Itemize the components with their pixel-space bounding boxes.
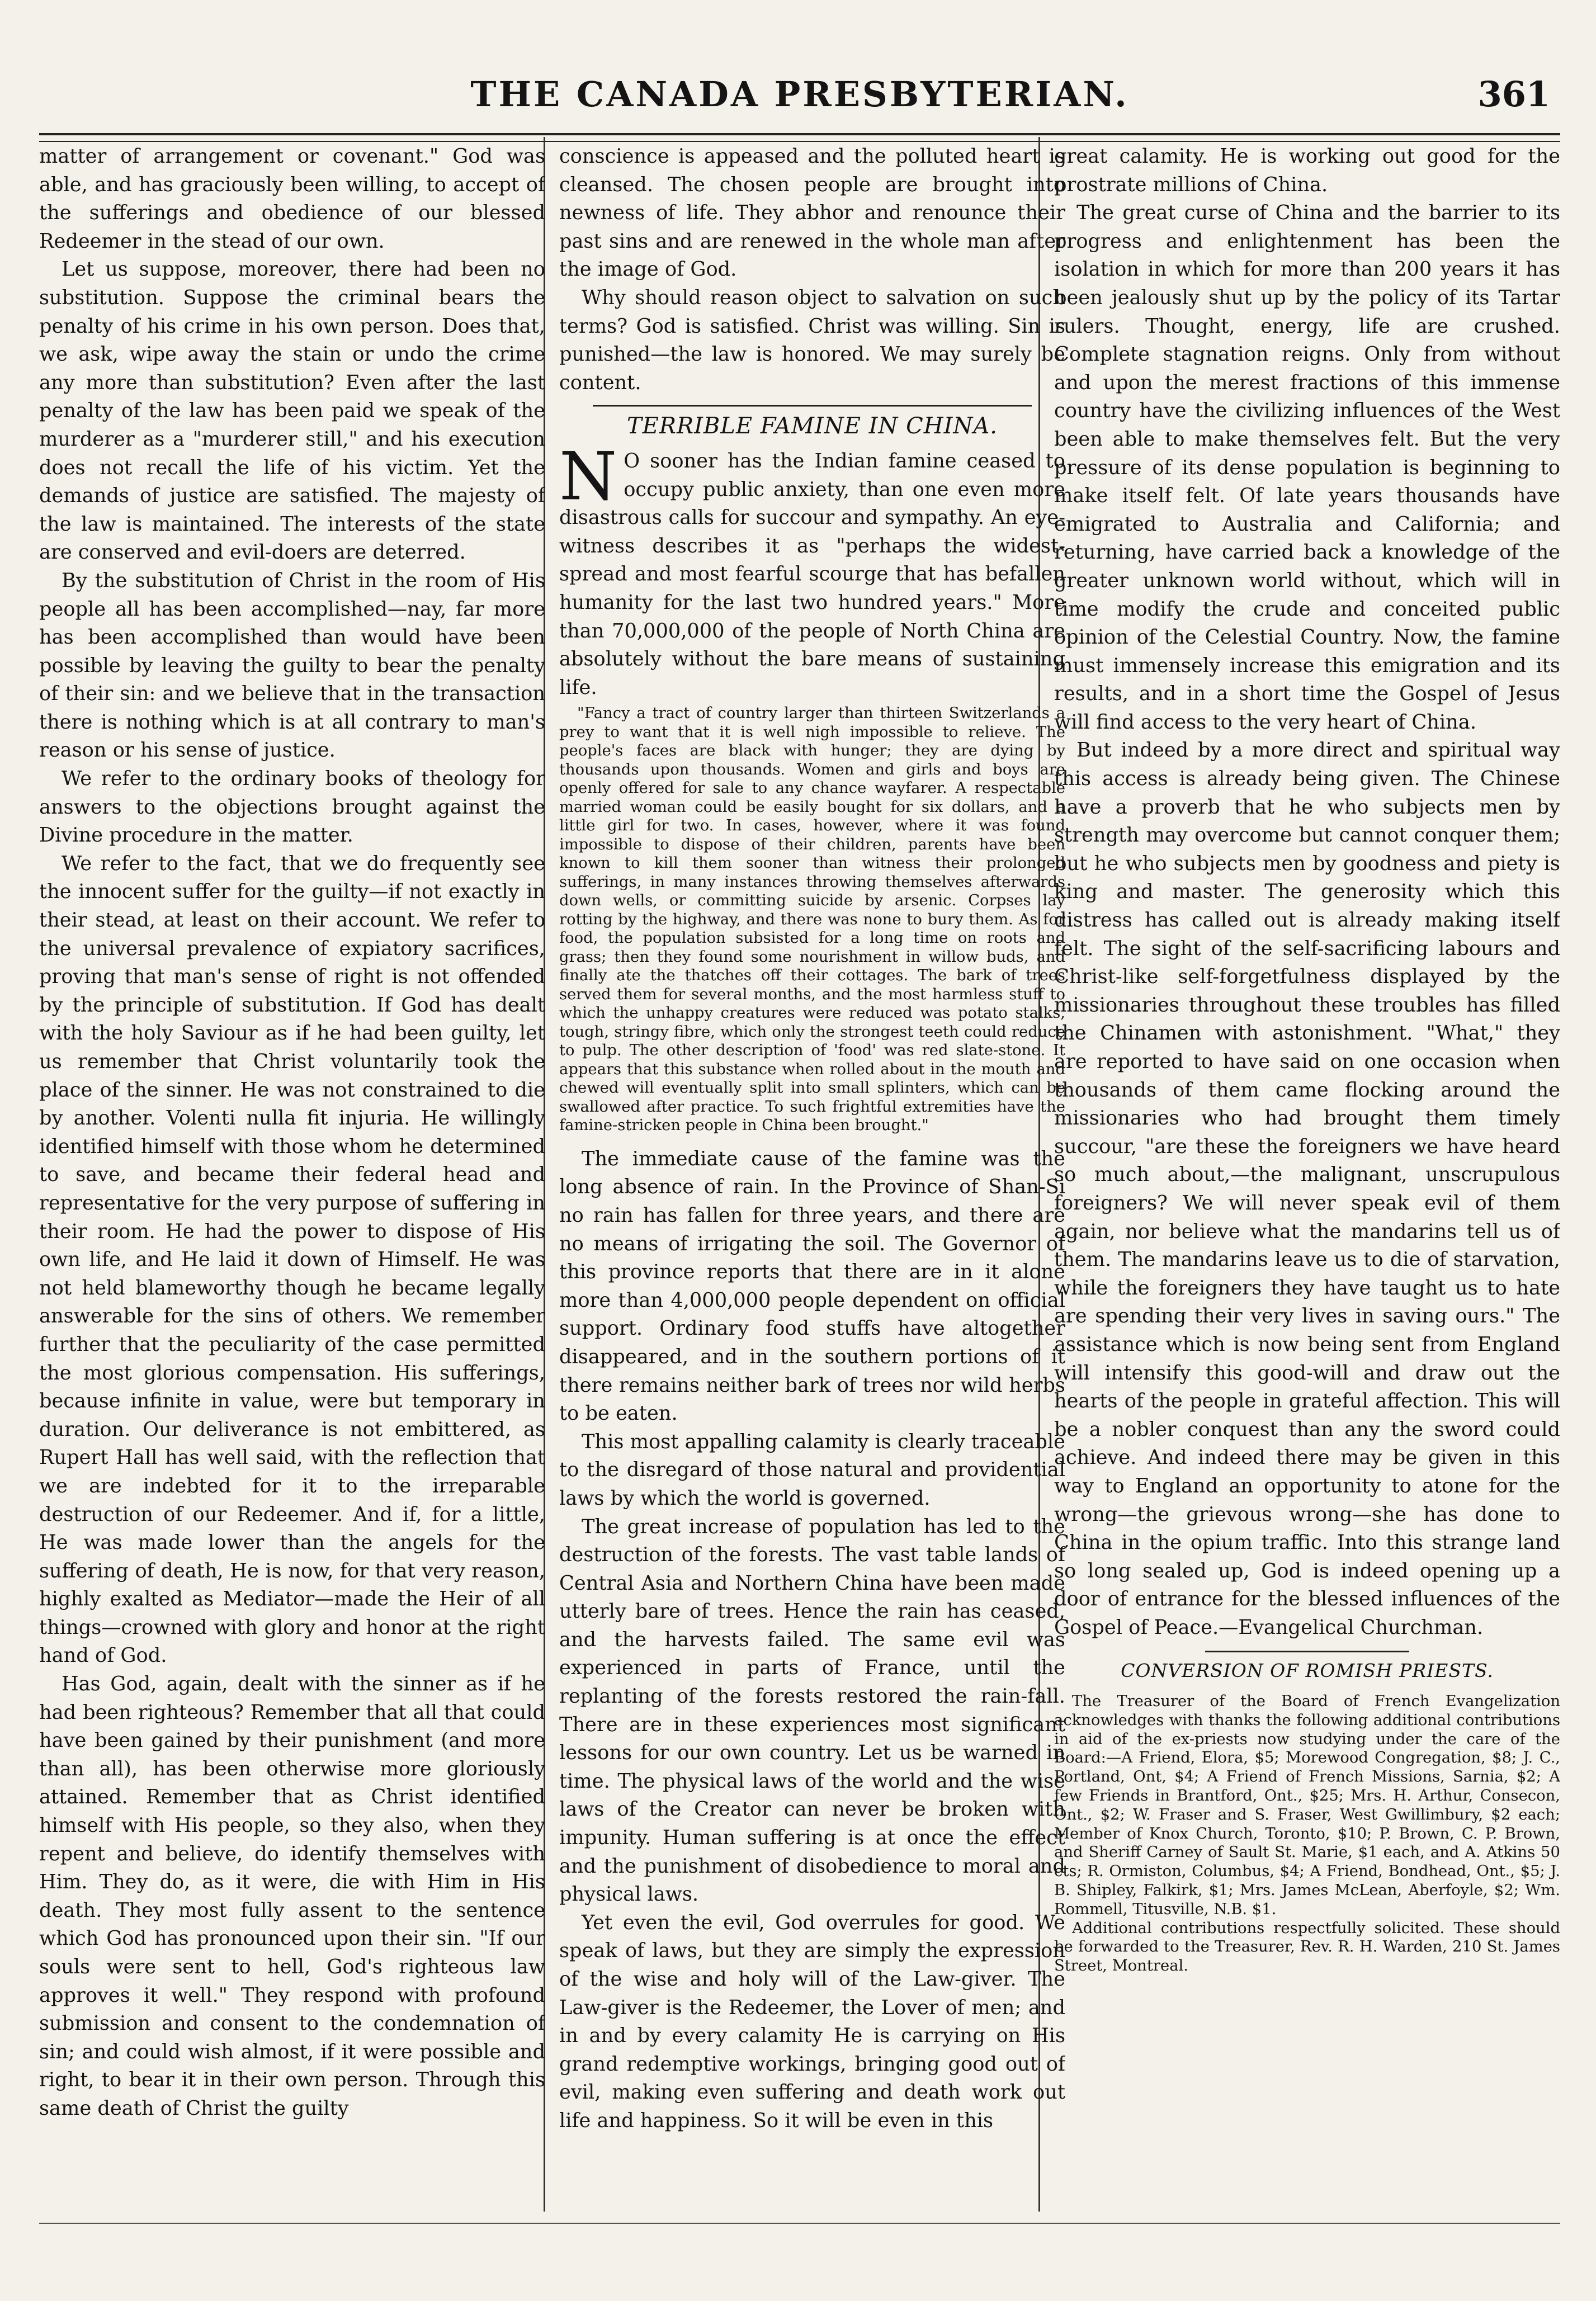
quote-text: "Fancy a tract of country larger than thirteen Switzerlands a prey to want that it is well nigh impossible to relieve. The people's faces are black with hunger; they are dying by thousands upon thousands. Women and girls and boys are openly offered for sale to any chance wayfarer. A respectable married woman could be easily bought for six dollars, and a little girl for two. In cases, however, where it was found impossible to dispose of their children, parents have been known to kill them sooner than witness their prolonged sufferings, in many instances throwing themselves afterwards down wells, or committing suicide by arsenic. Corpses lay rotting by the highway, and there was none to bury them. As for food, the population subsisted for a long time on roots and grass; then they found some nourishment in willow buds, and finally ate the thatches off their cottages. The bark of trees served them for several months, and the most harmless stuff to which the unhappy creatures were reduced was potato stalks, tough, stringy fibre, which only the strongest teeth could reduce to pulp. The other description of 'food' was red slate-stone. It appears that this substance when rolled about in the mouth and chewed will eventually split into small splinters, which can be swallowed after practice. To such frightful extremities have the famine-stricken people in China been brought." bbox=[559, 705, 1065, 1135]
column-2 bbox=[559, 143, 1065, 2206]
paragraph-text: O sooner has the Indian famine ceased to occupy public anxiety, than one even more disastrous calls for succour and sympathy. An eye-witness describes it as "perhaps the widest-spread and most fearful scourge that has befallen humanity for the last two hundred years." More than 70,000,000 of the people of North China are absolutely without the bare means of sustaining life. bbox=[559, 449, 1065, 699]
paragraph: Yet even the evil, God overrules for good. We speak of laws, but they are simply the expression of the wise and holy will of the Law-giver. The Law-giver is the Redeemer, the Lover of men; and in and by every calamity He is carrying on His grand redemptive workings, bringing good out of evil, making even suffering and death work out life and happiness. So it will be even in this bbox=[559, 1911, 1065, 2132]
paragraph: matter of arrangement or covenant." God was able, and has graciously been willing, to accept of the sufferings and obedience of our blessed Redeemer in the stead of our own. bbox=[39, 145, 545, 253]
paragraph: We refer to the fact, that we do frequently see the innocent suffer for the guilty—if not exactly in their stead, at least on their account. We refer to the universal prevalence of expiatory sacrifices, proving that man's sense of right is not offended by the principle of substitution. If God has dealt with the holy Saviour as if he had been guilty, let us remember that Christ voluntarily took the place of the sinner. He was not constrained to die by another. Volenti nulla fit injuria. He willingly identified himself with those whom he determined to save, and became their federal head and representative for the very purpose of suffering in their room. He had the power to dispose of His own life, and He laid it down of Himself. He was not held blameworthy though he became legally answerable for the sins of others. We remember further that the peculiarity of the case permitted the most glorious compensation. His sufferings, because infinite in value, were but temporary in duration. Our deliverance is not embittered, as Rupert Hall has well said, with the reflection that we are indebted for it to the irreparable destruction of our Redeemer. And if, for a little, He was made lower than the angels for the suffering of death, He is now, for that very reason, highly exalted as Mediator—made the Heir of all things—crowned with glory and honor at the right hand of God. bbox=[39, 852, 545, 1667]
block-quote bbox=[559, 704, 1065, 1135]
page-number: 361 bbox=[1477, 74, 1550, 115]
paragraph: Let us suppose, moreover, there had been no substitution. Suppose the criminal bears the penalty of his crime in his own person. Does that, we ask, wipe away the stain or undo the crime any more than substitution? Even after the last penalty of the law has been paid we speak of the murderer as a "murderer still," and his execution does not recall the life of his victim. Yet the demands of justice are satisfied. The majesty of the law is maintained. The interests of the state are conserved and evil-doers are deterred. bbox=[39, 258, 545, 564]
column-1 bbox=[39, 143, 545, 2206]
section-rule bbox=[593, 405, 1032, 407]
paragraph: great calamity. He is working out good for the prostrate millions of China. bbox=[1054, 145, 1560, 196]
page-header bbox=[39, 22, 1560, 123]
paragraph: We refer to the ordinary books of theology for answers to the objections brought against the Divine procedure in the matter. bbox=[39, 767, 545, 847]
paragraph: Has God, again, dealt with the sinner as if he had been righteous? Remember that all that could have been gained by their punishment (and more than all), has been otherwise more gloriously attained. Remember that as Christ identified himself with His people, so they also, when they repent and believe, do identify themselves with Him. They do, as it were, die with Him in His death. They most fully assent to the sentence which God has pronounced upon their sin. "If our souls were sent to hell, God's righteous law approves it well." They respond with profound submission and consent to the condemnation of sin; and could wish almost, if it were possible and right, to bear it in their own person. Through this same death of Christ the guilty bbox=[39, 1672, 545, 2120]
newspaper-title: THE CANADA PRESBYTERIAN. bbox=[470, 74, 1129, 115]
paragraph: Why should reason object to salvation on such terms? God is satisfied. Christ was willing. Sin is punished—the law is honored. We may surely be content. bbox=[559, 286, 1065, 394]
paragraph: The great curse of China and the barrier to its progress and enlightenment has been the isolation in which for more than 200 years it has been jealously shut up by the policy of its Tartar rulers. Thought, energy, life are crushed. Complete stagnation reigns. Only from without and upon the merest fractions of this immense country have the civilizing influences of the West been able to make themselves felt. But the very pressure of its dense population is beginning to make itself felt. Of late years thousands have emigrated to Australia and California; and returning, have carried back a knowledge of the greater unknown world without, which will in time modify the crude and conceited public opinion of the Celestial Country. Now, the famine must immensely increase this emigration and its results, and in a short time the Gospel of Jesus will find access to the very heart of China. bbox=[1054, 201, 1560, 734]
paragraph: Additional contributions respectfully solicited. These should be forwarded to the Treasurer, Rev. R. H. Warden, 210 St. James Street, Montreal. bbox=[1054, 1919, 1560, 1975]
column-3 bbox=[1054, 143, 1560, 2206]
paragraph: This most appalling calamity is clearly traceable to the disregard of those natural and providential laws by which the world is governed. bbox=[559, 1430, 1065, 1510]
section-rule bbox=[1205, 1651, 1409, 1652]
contributions-list bbox=[1054, 1692, 1560, 1976]
paragraph: The immediate cause of the famine was the long absence of rain. In the Province of Shan-Si no rain has fallen for three years, and there are no means of irrigating the soil. The Governor of this province reports that there are in it alone more than 4,000,000 people dependent on official support. Ordinary food stuffs have altogether disappeared, and in the southern portions of it there remains neither bark of trees nor wild herbs to be eaten. bbox=[559, 1147, 1065, 1425]
paragraph: But indeed by a more direct and spiritual way this access is already being given. The Chinese have a proverb that he who subjects men by strength may overcome but cannot conquer them; but he who subjects men by goodness and piety is king and master. The generosity which this distress has called out is already making itself felt. The sight of the self-sacrificing labours and Christ-like self-forgetfulness displayed by the missionaries throughout these troubles has filled the Chinamen with astonishment. "What," they are reported to have said on one occasion when thousands of them came flocking around the missionaries who had brought them timely succour, "are these the foreigners we have heard so much about,—the malignant, unscrupulous foreigners? We will never speak evil of them again, nor believe what the mandarins tell us of them. The mandarins leave us to die of starvation, while the foreigners they have taught us to hate are spending their very lives in saving ours." The assistance which is now being sent from England will intensify this good-will and draw out the hearts of the people in grateful affection. This will be a nobler conquest than any the sword could achieve. And indeed there may be given in this way to England an opportunity to atone for the wrong—the grievous wrong—she has done to China in the opium traffic. Into this strange land so long sealed up, God is indeed opening up a door of entrance for the blessed influences of the Gospel of Peace.—Evangelical Churchman. bbox=[1054, 739, 1560, 1639]
paragraph bbox=[559, 437, 1065, 702]
paragraph: conscience is appeased and the polluted heart is cleansed. The chosen people are brought into newness of life. They abhor and renounce their past sins and are renewed in the whole man after the image of God. bbox=[559, 145, 1065, 281]
header-rule bbox=[39, 133, 1560, 135]
section-title-famine: TERRIBLE FAMINE IN CHINA. bbox=[626, 413, 998, 440]
paragraph: The Treasurer of the Board of French Evangelization acknowledges with thanks the following additional contributions in aid of the ex-priests now studying under the care of the Board:—A Friend, Elora, $5; Morewood Congregation, $8; J. C., Portland, Ont, $4; A Friend of French Missions, Sarnia, $2; A few Friends in Brantford, Ont., $25; Mrs. H. Arthur, Consecon, Ont., $2; W. Fraser and S. Fraser, West Gwillimbury, $2 each; Member of Knox Church, Toronto, $10; P. Brown, C. P. Brown, and Sheriff Carney of Sault St. Marie, $1 each, and A. Atkins 50 cts; R. Ormiston, Columbus, $4; A Friend, Bondhead, Ont., $5; J. B. Shipley, Falkirk, $1; Mrs. James McLean, Aberfoyle, $2; Wm. Rommell, Titusville, N.B. $1. bbox=[1054, 1693, 1560, 1918]
section-title-conversion: CONVERSION OF ROMISH PRIESTS. bbox=[1121, 1660, 1494, 1682]
drop-cap: N bbox=[559, 437, 617, 515]
paragraph: By the substitution of Christ in the room of His people all has been accomplished—nay, far more has been accomplished than would have been possible by leaving the guilty to bear the penalty of their sin: and we believe that in the transaction there is nothing which is at all contrary to man's reason or his sense of justice. bbox=[39, 569, 545, 762]
footer-rule bbox=[39, 2223, 1560, 2224]
header-rule-thin bbox=[39, 141, 1560, 142]
paragraph: The great increase of population has led to the destruction of the forests. The vast table lands of Central Asia and Northern China have been made utterly bare of trees. Hence the rain has ceased, and the harvests failed. The same evil was experienced in parts of France, until the replanting of the forests restored the rain-fall. There are in these experiences most significant lessons for our own country. Let us be warned in time. The physical laws of the world and the wise laws of the Creator can never be broken with impunity. Human suffering is at once the effect and the punishment of disobedience to moral and physical laws. bbox=[559, 1515, 1065, 1906]
